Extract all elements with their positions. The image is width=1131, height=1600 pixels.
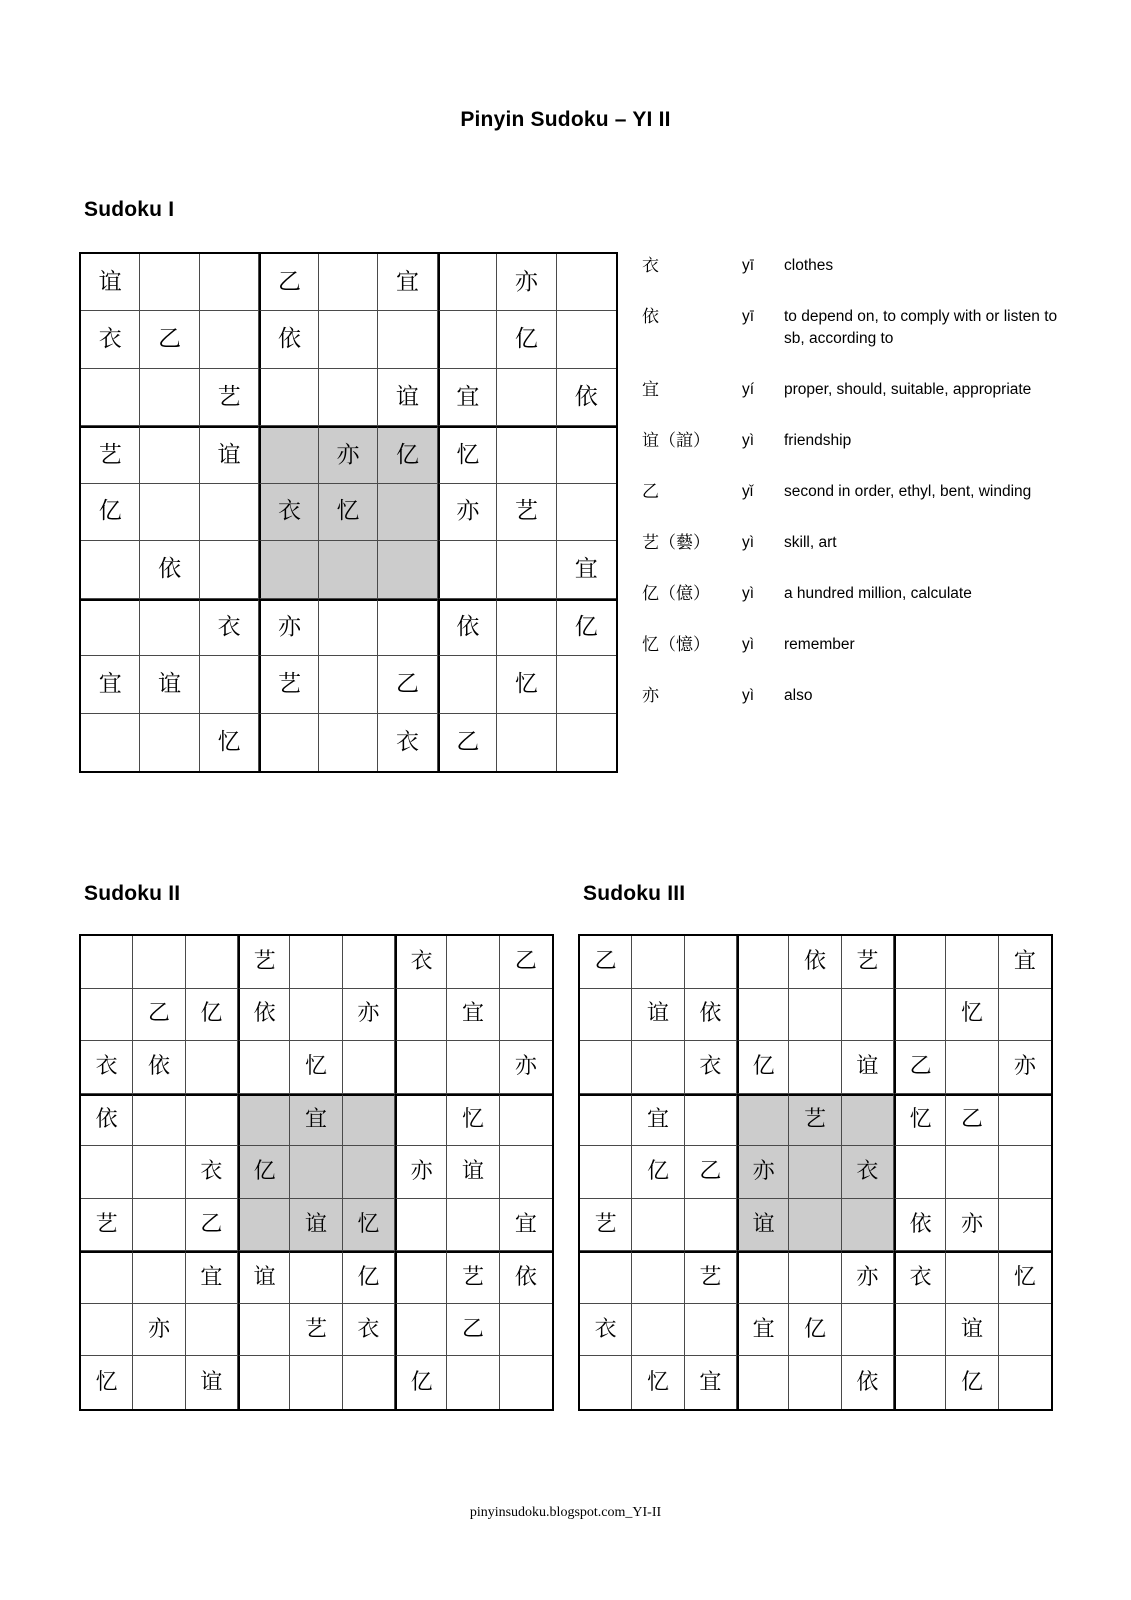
sudoku-cell[interactable]: 衣 bbox=[200, 599, 259, 656]
sudoku-cell[interactable] bbox=[81, 369, 140, 426]
page-title: Pinyin Sudoku – YI II bbox=[460, 108, 671, 131]
sudoku-cell[interactable] bbox=[632, 1041, 684, 1094]
glossary-entry bbox=[642, 583, 1072, 606]
sudoku-cell[interactable] bbox=[438, 311, 497, 368]
sudoku-cell[interactable] bbox=[238, 1094, 290, 1147]
sudoku-cell[interactable] bbox=[789, 1041, 841, 1094]
sudoku-cell[interactable] bbox=[685, 1304, 737, 1357]
sudoku-cell[interactable] bbox=[500, 989, 552, 1042]
sudoku-cell[interactable] bbox=[395, 1251, 447, 1304]
sudoku-cell[interactable] bbox=[140, 426, 199, 483]
sudoku-cell[interactable]: 衣 bbox=[81, 1041, 133, 1094]
glossary-character: 艺（藝） bbox=[642, 532, 710, 553]
sudoku-cell[interactable]: 亿 bbox=[238, 1146, 290, 1199]
sudoku-cell[interactable] bbox=[438, 656, 497, 713]
sudoku-cell[interactable] bbox=[140, 369, 199, 426]
glossary-pinyin: yì bbox=[742, 635, 755, 653]
sudoku-cell[interactable]: 宜 bbox=[81, 656, 140, 713]
sudoku-cell[interactable]: 亦 bbox=[500, 1041, 552, 1094]
glossary-entry bbox=[642, 634, 1072, 657]
sudoku-cell[interactable] bbox=[81, 1251, 133, 1304]
sudoku-cell[interactable]: 忆 bbox=[200, 714, 259, 771]
sudoku-cell[interactable]: 艺 bbox=[447, 1251, 499, 1304]
sudoku-grid-3[interactable] bbox=[578, 934, 1053, 1411]
sudoku-cell[interactable] bbox=[447, 936, 499, 989]
sudoku-cell[interactable] bbox=[685, 1199, 737, 1252]
sudoku-cell[interactable] bbox=[497, 714, 556, 771]
glossary-character: 谊（誼） bbox=[642, 430, 710, 451]
sudoku-cell[interactable] bbox=[395, 1094, 447, 1147]
sudoku-cell[interactable] bbox=[497, 369, 556, 426]
sudoku-cell[interactable]: 忆 bbox=[632, 1356, 684, 1409]
sudoku-cell[interactable]: 亿 bbox=[378, 426, 437, 483]
sudoku-cell[interactable] bbox=[894, 1356, 946, 1409]
sudoku-cell[interactable] bbox=[81, 936, 133, 989]
sudoku-cell[interactable]: 忆 bbox=[81, 1356, 133, 1409]
sudoku-cell[interactable] bbox=[447, 1041, 499, 1094]
sudoku-cell[interactable] bbox=[319, 714, 378, 771]
sudoku-cell[interactable]: 谊 bbox=[290, 1199, 342, 1252]
sudoku-cell[interactable]: 艺 bbox=[200, 369, 259, 426]
sudoku-cell[interactable]: 亿 bbox=[737, 1041, 789, 1094]
sudoku-cell[interactable]: 宜 bbox=[378, 254, 437, 311]
sudoku-cell[interactable] bbox=[999, 1304, 1051, 1357]
glossary-pinyin: yī bbox=[742, 307, 755, 325]
sudoku-cell[interactable] bbox=[319, 541, 378, 598]
sudoku-cell[interactable] bbox=[580, 1094, 632, 1147]
sudoku-cell[interactable] bbox=[447, 1356, 499, 1409]
sudoku-cell[interactable]: 亦 bbox=[259, 599, 318, 656]
sudoku-cell[interactable] bbox=[186, 936, 238, 989]
glossary-meaning: also bbox=[784, 686, 813, 704]
sudoku-cell[interactable]: 衣 bbox=[894, 1251, 946, 1304]
sudoku-grid-2[interactable] bbox=[79, 934, 554, 1411]
sudoku-cell[interactable] bbox=[946, 1041, 998, 1094]
sudoku-cell[interactable]: 亦 bbox=[737, 1146, 789, 1199]
sudoku-cell[interactable] bbox=[81, 714, 140, 771]
sudoku-cell[interactable]: 谊 bbox=[946, 1304, 998, 1357]
sudoku-cell[interactable]: 谊 bbox=[238, 1251, 290, 1304]
sudoku-cell[interactable]: 忆 bbox=[438, 426, 497, 483]
sudoku-cell[interactable] bbox=[894, 1304, 946, 1357]
glossary-pinyin: yī bbox=[742, 257, 755, 274]
sudoku-cell[interactable] bbox=[737, 1251, 789, 1304]
sudoku-cell[interactable]: 衣 bbox=[186, 1146, 238, 1199]
glossary-character: 亿（億） bbox=[642, 583, 710, 604]
sudoku-cell[interactable] bbox=[685, 1094, 737, 1147]
sudoku-cell[interactable] bbox=[290, 1251, 342, 1304]
sudoku-cell[interactable] bbox=[557, 484, 616, 541]
sudoku-cell[interactable] bbox=[395, 989, 447, 1042]
sudoku-cell[interactable] bbox=[789, 1199, 841, 1252]
sudoku-1-heading: Sudoku I bbox=[84, 198, 175, 221]
sudoku-cell[interactable]: 忆 bbox=[343, 1199, 395, 1252]
glossary-meaning: proper, should, suitable, appropriate bbox=[784, 380, 1032, 398]
sudoku-cell[interactable] bbox=[946, 1251, 998, 1304]
sudoku-cell[interactable] bbox=[999, 989, 1051, 1042]
sudoku-cell[interactable] bbox=[557, 656, 616, 713]
glossary-pinyin: yì bbox=[742, 686, 755, 704]
sudoku-cell[interactable] bbox=[842, 989, 894, 1042]
sudoku-cell[interactable] bbox=[186, 1304, 238, 1357]
sudoku-2-heading: Sudoku II bbox=[84, 882, 181, 905]
sudoku-cell[interactable]: 谊 bbox=[140, 656, 199, 713]
sudoku-cell[interactable] bbox=[946, 1146, 998, 1199]
sudoku-cell[interactable]: 依 bbox=[894, 1199, 946, 1252]
sudoku-cell[interactable]: 忆 bbox=[999, 1251, 1051, 1304]
sudoku-cell[interactable] bbox=[500, 1094, 552, 1147]
sudoku-cell[interactable]: 乙 bbox=[186, 1199, 238, 1252]
sudoku-cell[interactable]: 艺 bbox=[842, 936, 894, 989]
sudoku-cell[interactable] bbox=[81, 541, 140, 598]
sudoku-cell[interactable] bbox=[789, 1146, 841, 1199]
sudoku-cell[interactable]: 艺 bbox=[81, 1199, 133, 1252]
sudoku-cell[interactable]: 衣 bbox=[842, 1146, 894, 1199]
sudoku-cell[interactable] bbox=[497, 541, 556, 598]
sudoku-cell[interactable]: 艺 bbox=[497, 484, 556, 541]
sudoku-cell[interactable]: 衣 bbox=[580, 1304, 632, 1357]
sudoku-cell[interactable]: 宜 bbox=[737, 1304, 789, 1357]
sudoku-cell[interactable]: 依 bbox=[133, 1041, 185, 1094]
sudoku-cell[interactable]: 谊 bbox=[632, 989, 684, 1042]
sudoku-cell[interactable]: 艺 bbox=[259, 656, 318, 713]
sudoku-cell[interactable]: 乙 bbox=[447, 1304, 499, 1357]
glossary-character: 宜 bbox=[642, 379, 659, 400]
glossary-entry bbox=[642, 306, 1072, 351]
sudoku-cell[interactable] bbox=[395, 1041, 447, 1094]
sudoku-cell[interactable]: 乙 bbox=[133, 989, 185, 1042]
sudoku-cell[interactable] bbox=[894, 1146, 946, 1199]
sudoku-cell[interactable]: 谊 bbox=[186, 1356, 238, 1409]
sudoku-cell[interactable] bbox=[140, 714, 199, 771]
sudoku-cell[interactable]: 谊 bbox=[200, 426, 259, 483]
glossary-meaning: friendship bbox=[784, 431, 852, 449]
sudoku-cell[interactable] bbox=[438, 541, 497, 598]
sudoku-cell[interactable]: 乙 bbox=[894, 1041, 946, 1094]
glossary-entry bbox=[642, 481, 1072, 504]
glossary-pinyin: yí bbox=[742, 380, 755, 398]
glossary-character: 乙 bbox=[642, 481, 659, 502]
sudoku-cell[interactable] bbox=[140, 484, 199, 541]
sudoku-cell[interactable]: 乙 bbox=[580, 936, 632, 989]
sudoku-cell[interactable]: 依 bbox=[259, 311, 318, 368]
footer-source-text: pinyinsudoku.blogspot.com_YI-II bbox=[469, 1505, 662, 1520]
sudoku-cell[interactable]: 亦 bbox=[438, 484, 497, 541]
sudoku-cell[interactable] bbox=[200, 541, 259, 598]
sudoku-cell[interactable] bbox=[685, 936, 737, 989]
sudoku-cell[interactable]: 艺 bbox=[580, 1199, 632, 1252]
sudoku-cell[interactable] bbox=[395, 1199, 447, 1252]
sudoku-cell[interactable]: 依 bbox=[238, 989, 290, 1042]
sudoku-cell[interactable]: 谊 bbox=[737, 1199, 789, 1252]
sudoku-cell[interactable] bbox=[737, 1094, 789, 1147]
sudoku-cell[interactable]: 宜 bbox=[999, 936, 1051, 989]
sudoku-cell[interactable]: 亿 bbox=[395, 1356, 447, 1409]
sudoku-cell[interactable] bbox=[343, 1041, 395, 1094]
sudoku-cell[interactable]: 亿 bbox=[789, 1304, 841, 1357]
glossary-entry bbox=[642, 685, 1072, 708]
sudoku-cell[interactable] bbox=[999, 1146, 1051, 1199]
sudoku-cell[interactable]: 亦 bbox=[946, 1199, 998, 1252]
sudoku-cell[interactable] bbox=[319, 254, 378, 311]
sudoku-cell[interactable] bbox=[497, 599, 556, 656]
sudoku-cell[interactable] bbox=[81, 989, 133, 1042]
sudoku-cell[interactable] bbox=[395, 1304, 447, 1357]
sudoku-cell[interactable] bbox=[259, 426, 318, 483]
sudoku-cell[interactable] bbox=[186, 1094, 238, 1147]
sudoku-cell[interactable] bbox=[133, 1199, 185, 1252]
glossary-meaning: clothes bbox=[784, 257, 834, 274]
sudoku-cell[interactable] bbox=[200, 254, 259, 311]
sudoku-cell[interactable] bbox=[447, 1199, 499, 1252]
sudoku-cell[interactable]: 依 bbox=[140, 541, 199, 598]
sudoku-cell[interactable] bbox=[894, 936, 946, 989]
sudoku-cell[interactable]: 依 bbox=[500, 1251, 552, 1304]
sudoku-cell[interactable]: 衣 bbox=[343, 1304, 395, 1357]
sudoku-cell[interactable]: 亦 bbox=[842, 1251, 894, 1304]
glossary-character: 衣 bbox=[642, 256, 659, 276]
glossary-meaning: a hundred million, calculate bbox=[784, 584, 972, 602]
sudoku-cell[interactable] bbox=[737, 989, 789, 1042]
sudoku-cell[interactable]: 艺 bbox=[685, 1251, 737, 1304]
sudoku-cell[interactable] bbox=[343, 936, 395, 989]
sudoku-cell[interactable]: 亿 bbox=[343, 1251, 395, 1304]
sudoku-cell[interactable] bbox=[557, 426, 616, 483]
sudoku-cell[interactable]: 艺 bbox=[789, 1094, 841, 1147]
sudoku-cell[interactable] bbox=[140, 599, 199, 656]
sudoku-cell[interactable] bbox=[133, 1251, 185, 1304]
sudoku-cell[interactable] bbox=[290, 936, 342, 989]
sudoku-cell[interactable] bbox=[737, 936, 789, 989]
sudoku-cell[interactable]: 依 bbox=[81, 1094, 133, 1147]
sudoku-cell[interactable] bbox=[946, 936, 998, 989]
sudoku-cell[interactable]: 宜 bbox=[290, 1094, 342, 1147]
sudoku-cell[interactable]: 衣 bbox=[685, 1041, 737, 1094]
glossary-character: 忆（憶） bbox=[642, 634, 710, 655]
sudoku-cell[interactable]: 忆 bbox=[946, 989, 998, 1042]
sudoku-cell[interactable] bbox=[200, 656, 259, 713]
sudoku-cell[interactable]: 衣 bbox=[259, 484, 318, 541]
sudoku-cell[interactable] bbox=[343, 1356, 395, 1409]
glossary-pinyin: yǐ bbox=[742, 482, 754, 500]
sudoku-cell[interactable] bbox=[580, 1146, 632, 1199]
glossary-entry bbox=[642, 379, 1072, 402]
sudoku-cell[interactable] bbox=[580, 1041, 632, 1094]
glossary-meaning: remember bbox=[784, 635, 855, 653]
sudoku-cell[interactable] bbox=[238, 1041, 290, 1094]
sudoku-cell[interactable]: 宜 bbox=[557, 541, 616, 598]
sudoku-cell[interactable] bbox=[557, 714, 616, 771]
sudoku-cell[interactable]: 亿 bbox=[497, 311, 556, 368]
sudoku-cell[interactable] bbox=[842, 1094, 894, 1147]
sudoku-cell[interactable]: 亿 bbox=[557, 599, 616, 656]
sudoku-cell[interactable]: 忆 bbox=[497, 656, 556, 713]
sudoku-cell[interactable]: 谊 bbox=[378, 369, 437, 426]
sudoku-cell[interactable]: 乙 bbox=[438, 714, 497, 771]
sudoku-cell[interactable] bbox=[999, 1356, 1051, 1409]
sudoku-cell[interactable] bbox=[133, 1356, 185, 1409]
sudoku-grid-1[interactable] bbox=[79, 252, 618, 773]
sudoku-cell[interactable] bbox=[789, 1251, 841, 1304]
sudoku-cell[interactable] bbox=[842, 1199, 894, 1252]
sudoku-cell[interactable] bbox=[632, 1251, 684, 1304]
sudoku-cell[interactable] bbox=[259, 369, 318, 426]
sudoku-cell[interactable] bbox=[200, 484, 259, 541]
sudoku-cell[interactable] bbox=[200, 311, 259, 368]
sudoku-cell[interactable] bbox=[737, 1356, 789, 1409]
sudoku-cell[interactable] bbox=[500, 1304, 552, 1357]
sudoku-cell[interactable] bbox=[894, 989, 946, 1042]
sudoku-cell[interactable]: 乙 bbox=[378, 656, 437, 713]
sudoku-cell[interactable]: 宜 bbox=[685, 1356, 737, 1409]
sudoku-cell[interactable] bbox=[259, 714, 318, 771]
sudoku-cell[interactable] bbox=[319, 599, 378, 656]
sudoku-cell[interactable]: 衣 bbox=[378, 714, 437, 771]
sudoku-cell[interactable] bbox=[238, 1356, 290, 1409]
sudoku-cell[interactable]: 亿 bbox=[632, 1146, 684, 1199]
sudoku-cell[interactable] bbox=[186, 1041, 238, 1094]
sudoku-cell[interactable] bbox=[378, 484, 437, 541]
glossary-character: 依 bbox=[642, 306, 659, 327]
sudoku-cell[interactable] bbox=[632, 1199, 684, 1252]
sudoku-cell[interactable] bbox=[580, 1251, 632, 1304]
glossary-entry bbox=[642, 532, 1072, 555]
sudoku-cell[interactable]: 艺 bbox=[290, 1304, 342, 1357]
sudoku-cell[interactable] bbox=[81, 1304, 133, 1357]
sudoku-cell[interactable]: 艺 bbox=[81, 426, 140, 483]
sudoku-cell[interactable]: 依 bbox=[842, 1356, 894, 1409]
sudoku-cell[interactable]: 依 bbox=[438, 599, 497, 656]
sudoku-cell[interactable]: 艺 bbox=[238, 936, 290, 989]
sudoku-cell[interactable] bbox=[632, 936, 684, 989]
sudoku-cell[interactable]: 忆 bbox=[319, 484, 378, 541]
sudoku-cell[interactable]: 亿 bbox=[186, 989, 238, 1042]
sudoku-cell[interactable]: 忆 bbox=[290, 1041, 342, 1094]
sudoku-cell[interactable] bbox=[319, 656, 378, 713]
glossary-pinyin: yì bbox=[742, 533, 755, 551]
sudoku-cell[interactable] bbox=[238, 1199, 290, 1252]
sudoku-cell[interactable] bbox=[999, 1199, 1051, 1252]
sudoku-cell[interactable] bbox=[343, 1146, 395, 1199]
sudoku-cell[interactable]: 依 bbox=[557, 369, 616, 426]
sudoku-3-heading: Sudoku III bbox=[583, 882, 686, 905]
sudoku-cell[interactable] bbox=[789, 989, 841, 1042]
glossary-character: 亦 bbox=[642, 685, 659, 706]
sudoku-cell[interactable] bbox=[133, 1146, 185, 1199]
sudoku-cell[interactable] bbox=[259, 541, 318, 598]
sudoku-cell[interactable] bbox=[378, 599, 437, 656]
sudoku-cell[interactable]: 谊 bbox=[81, 254, 140, 311]
sudoku-cell[interactable] bbox=[290, 1356, 342, 1409]
sudoku-cell[interactable]: 谊 bbox=[447, 1146, 499, 1199]
sudoku-cell[interactable] bbox=[133, 936, 185, 989]
sudoku-cell[interactable]: 亦 bbox=[999, 1041, 1051, 1094]
sudoku-cell[interactable] bbox=[497, 426, 556, 483]
sudoku-cell[interactable] bbox=[557, 311, 616, 368]
sudoku-cell[interactable]: 忆 bbox=[447, 1094, 499, 1147]
glossary-meaning: to depend on, to comply with or listen to sb, according to bbox=[784, 307, 1058, 348]
sudoku-cell[interactable]: 依 bbox=[789, 936, 841, 989]
sudoku-cell[interactable]: 衣 bbox=[395, 936, 447, 989]
sudoku-cell[interactable] bbox=[290, 1146, 342, 1199]
sudoku-cell[interactable]: 宜 bbox=[632, 1094, 684, 1147]
sudoku-cell[interactable]: 衣 bbox=[81, 311, 140, 368]
sudoku-cell[interactable]: 乙 bbox=[500, 936, 552, 989]
sudoku-cell[interactable] bbox=[500, 1356, 552, 1409]
sudoku-cell[interactable] bbox=[290, 989, 342, 1042]
sudoku-cell[interactable] bbox=[378, 541, 437, 598]
sudoku-cell[interactable] bbox=[580, 989, 632, 1042]
sudoku-cell[interactable]: 乙 bbox=[685, 1146, 737, 1199]
sudoku-cell[interactable]: 宜 bbox=[186, 1251, 238, 1304]
sudoku-cell[interactable]: 亿 bbox=[81, 484, 140, 541]
sudoku-cell[interactable] bbox=[842, 1304, 894, 1357]
sudoku-cell[interactable] bbox=[500, 1146, 552, 1199]
sudoku-cell[interactable]: 亿 bbox=[946, 1356, 998, 1409]
sudoku-cell[interactable] bbox=[378, 311, 437, 368]
sudoku-cell[interactable] bbox=[632, 1304, 684, 1357]
sudoku-cell[interactable]: 乙 bbox=[946, 1094, 998, 1147]
sudoku-cell[interactable] bbox=[319, 311, 378, 368]
sudoku-cell[interactable]: 乙 bbox=[140, 311, 199, 368]
sudoku-cell[interactable] bbox=[140, 254, 199, 311]
glossary-meaning: second in order, ethyl, bent, winding bbox=[784, 482, 1032, 500]
sudoku-cell[interactable] bbox=[81, 1146, 133, 1199]
sudoku-cell[interactable] bbox=[789, 1356, 841, 1409]
sudoku-cell[interactable] bbox=[999, 1094, 1051, 1147]
glossary-list bbox=[642, 255, 1072, 735]
glossary-meaning: skill, art bbox=[784, 533, 837, 551]
sudoku-cell[interactable]: 忆 bbox=[894, 1094, 946, 1147]
sudoku-cell[interactable]: 宜 bbox=[447, 989, 499, 1042]
sudoku-cell[interactable]: 宜 bbox=[500, 1199, 552, 1252]
sudoku-cell[interactable] bbox=[580, 1356, 632, 1409]
sudoku-cell[interactable]: 亦 bbox=[319, 426, 378, 483]
sudoku-cell[interactable] bbox=[438, 254, 497, 311]
sudoku-cell[interactable] bbox=[133, 1094, 185, 1147]
sudoku-cell[interactable] bbox=[343, 1094, 395, 1147]
sudoku-cell[interactable] bbox=[238, 1304, 290, 1357]
sudoku-cell[interactable]: 依 bbox=[685, 989, 737, 1042]
sudoku-cell[interactable]: 谊 bbox=[842, 1041, 894, 1094]
sudoku-cell[interactable] bbox=[81, 599, 140, 656]
sudoku-cell[interactable]: 亦 bbox=[395, 1146, 447, 1199]
sudoku-cell[interactable]: 宜 bbox=[438, 369, 497, 426]
glossary-entry bbox=[642, 430, 1072, 453]
sudoku-cell[interactable] bbox=[319, 369, 378, 426]
sudoku-cell[interactable]: 亦 bbox=[133, 1304, 185, 1357]
sudoku-cell[interactable] bbox=[557, 254, 616, 311]
glossary-pinyin: yì bbox=[742, 584, 755, 602]
glossary-entry bbox=[642, 255, 1072, 278]
sudoku-cell[interactable]: 亦 bbox=[343, 989, 395, 1042]
glossary-pinyin: yì bbox=[742, 431, 755, 449]
sudoku-cell[interactable]: 乙 bbox=[259, 254, 318, 311]
sudoku-cell[interactable]: 亦 bbox=[497, 254, 556, 311]
